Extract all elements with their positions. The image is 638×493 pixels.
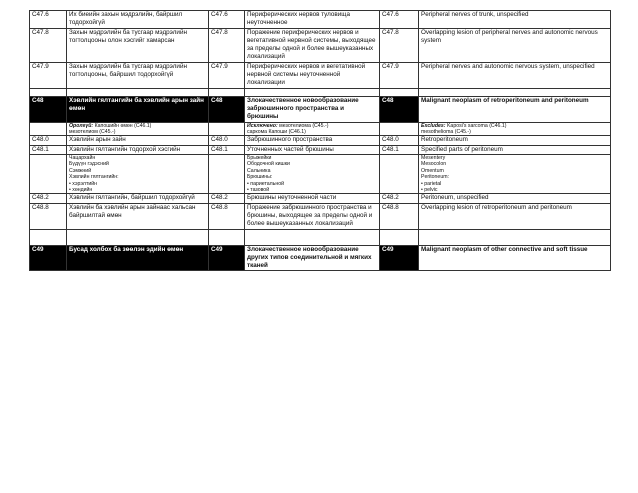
section-header-c49 (30, 245, 611, 271)
table-row (30, 136, 611, 145)
table-row (30, 28, 611, 62)
list-item: • хэрэлтийн (69, 180, 97, 187)
code-en: C48.2 (380, 194, 419, 203)
description-en: Peripheral nerves and autonomic nervous system, unspecified (419, 62, 611, 88)
inclusion-list-mn (67, 154, 209, 193)
title-en: Malignant neoplasm of retroperitoneum and peritoneum (419, 96, 611, 122)
exclusion-item: mesothelioma (C45.-) (421, 128, 471, 135)
exclusion-label-mn: Оролгүй: (69, 122, 94, 129)
exclusion-label-en: Excludes: (421, 122, 446, 129)
description-en: Overlapping lesion of peripheral nerves and autonomic nervous system (419, 28, 611, 62)
title-mn: Бусад холбох ба зөөлэн эдийн өмөн (67, 245, 209, 271)
exclusion-item: мезотелиома (C45.-) (279, 122, 329, 129)
description-ru: Поражение периферических нервов и вегетативной нервной системы, выходящее за пределы одной и более вышеуказанных локализаций (245, 28, 380, 62)
inclusion-list-row (30, 154, 611, 193)
code-mn: C47.9 (30, 62, 67, 88)
table-row (30, 11, 611, 29)
inclusion-list-ru (245, 154, 380, 193)
list-item: Чацархайн (69, 154, 96, 161)
description-mn: Хэвлийн арын зайн (67, 136, 209, 145)
code-mn: C48.2 (30, 194, 67, 203)
description-ru: Забрюшинного пространства (245, 136, 380, 145)
code-mn: C49 (30, 245, 67, 271)
list-item: Бүдүүн гэдэсний (69, 161, 109, 168)
list-item: • париетальной (247, 180, 285, 187)
list-item: • тазовой (247, 187, 270, 193)
list-item: • parietal (421, 180, 442, 187)
title-ru: Злокачественное новообразование забрюшинного пространства и брюшины (245, 96, 380, 122)
description-mn: Хэвлийн ба хэвлийн арын зайнаас хальсан байршилтай өмөн (67, 203, 209, 229)
description-en: Peripheral nerves of trunk, unspecified (419, 11, 611, 29)
description-ru: Периферических нервов туловища неуточненное (245, 11, 380, 29)
exclusion-item: Капошийн өмөн (C46.1) (94, 122, 152, 129)
code-ru: C48.0 (209, 136, 245, 145)
code-mn: C47.8 (30, 28, 67, 62)
title-ru: Злокачественное новообразование других типов соединительной и мягких тканей (245, 245, 380, 271)
spacer-row (30, 88, 611, 96)
inclusion-list-en (419, 154, 611, 193)
list-item: Omentum (421, 167, 444, 174)
code-ru: C47.9 (209, 62, 245, 88)
title-mn: Хэвлийн гялтангийн ба хэвлийн арын зайн өмөн (67, 96, 209, 122)
list-item: Хэвлийн гялтангийн: (69, 174, 119, 181)
code-ru: C48.8 (209, 203, 245, 229)
list-item: Ободочной кишки (247, 161, 290, 168)
list-item: Mesentery (421, 154, 446, 161)
description-mn: Захын мэдрэлийн ба тусгаар мэдрэлийн тогтолцооны, байршил тодорхойгүй (67, 62, 209, 88)
table-row (30, 145, 611, 154)
list-item: Peritoneum: (421, 174, 449, 181)
code-ru: C48.1 (209, 145, 245, 154)
description-ru: Брюшины неуточненной части (245, 194, 380, 203)
code-en: C48.0 (380, 136, 419, 145)
description-mn: Хэвлийн гялтангийн, байршил тодорхойгүй (67, 194, 209, 203)
code-en: C48.1 (380, 145, 419, 154)
code-en: C47.9 (380, 62, 419, 88)
exclusion-en (419, 122, 611, 136)
title-en: Malignant neoplasm of other connective and soft tissue (419, 245, 611, 271)
list-item: Сэмжний (69, 167, 92, 174)
description-en: Overlapping lesion of retroperitoneum and peritoneum (419, 203, 611, 229)
code-ru: C47.6 (209, 11, 245, 29)
exclusion-item: мезотелиом (C45.-) (69, 128, 116, 135)
code-mn: C48 (30, 96, 67, 122)
description-ru: Поражение забрюшинного пространства и брюшины, выходящее за пределы одной и более вышеуказанных локализаций (245, 203, 380, 229)
code-en: C47.8 (380, 28, 419, 62)
list-item: Сальника (247, 167, 271, 174)
list-item: Mesocolon (421, 161, 447, 168)
code-ru: C47.8 (209, 28, 245, 62)
table-row (30, 194, 611, 203)
exclusion-row (30, 122, 611, 136)
exclusion-item: саркома Капоши (C46.1) (247, 128, 306, 135)
description-en: Specified parts of peritoneum (419, 145, 611, 154)
description-en: Peritoneum, unspecified (419, 194, 611, 203)
list-item: Брыжейки (247, 154, 272, 161)
description-mn: Хэвлийн гялтангийн тодорхой хэсгийн (67, 145, 209, 154)
exclusion-mn (67, 122, 209, 136)
code-en: C49 (380, 245, 419, 271)
code-mn: C47.6 (30, 11, 67, 29)
code-en: C48.8 (380, 203, 419, 229)
list-item: Брюшины: (247, 174, 273, 181)
list-item: • хөндийн (69, 187, 93, 193)
description-ru: Периферических нервов и вегетативной нервной системы неуточненной локализации (245, 62, 380, 88)
description-en: Retroperitoneum (419, 136, 611, 145)
code-ru: C49 (209, 245, 245, 271)
description-ru: Уточненных частей брюшины (245, 145, 380, 154)
icd-code-table (29, 10, 611, 271)
description-mn: Их биеийн захын мэдрэлийн, байршил тодорхойгүй (67, 11, 209, 29)
code-mn: C48.1 (30, 145, 67, 154)
description-mn: Захын мэдрэлийн ба тусгаар мэдрэлийн тогтолцооны олон хэсгийг хамарсан (67, 28, 209, 62)
exclusion-item: Kaposi's sarcoma (C46.1) (446, 122, 507, 129)
code-mn: C48.0 (30, 136, 67, 145)
code-en: C48 (380, 96, 419, 122)
code-ru: C48 (209, 96, 245, 122)
spacer-row (30, 229, 611, 245)
section-header-c48 (30, 96, 611, 122)
code-ru: C48.2 (209, 194, 245, 203)
table-row (30, 203, 611, 229)
code-en: C47.6 (380, 11, 419, 29)
exclusion-label-ru: Исключено: (247, 122, 278, 129)
exclusion-ru (245, 122, 380, 136)
code-mn: C48.8 (30, 203, 67, 229)
table-row (30, 62, 611, 88)
list-item: • pelvic (421, 187, 438, 193)
